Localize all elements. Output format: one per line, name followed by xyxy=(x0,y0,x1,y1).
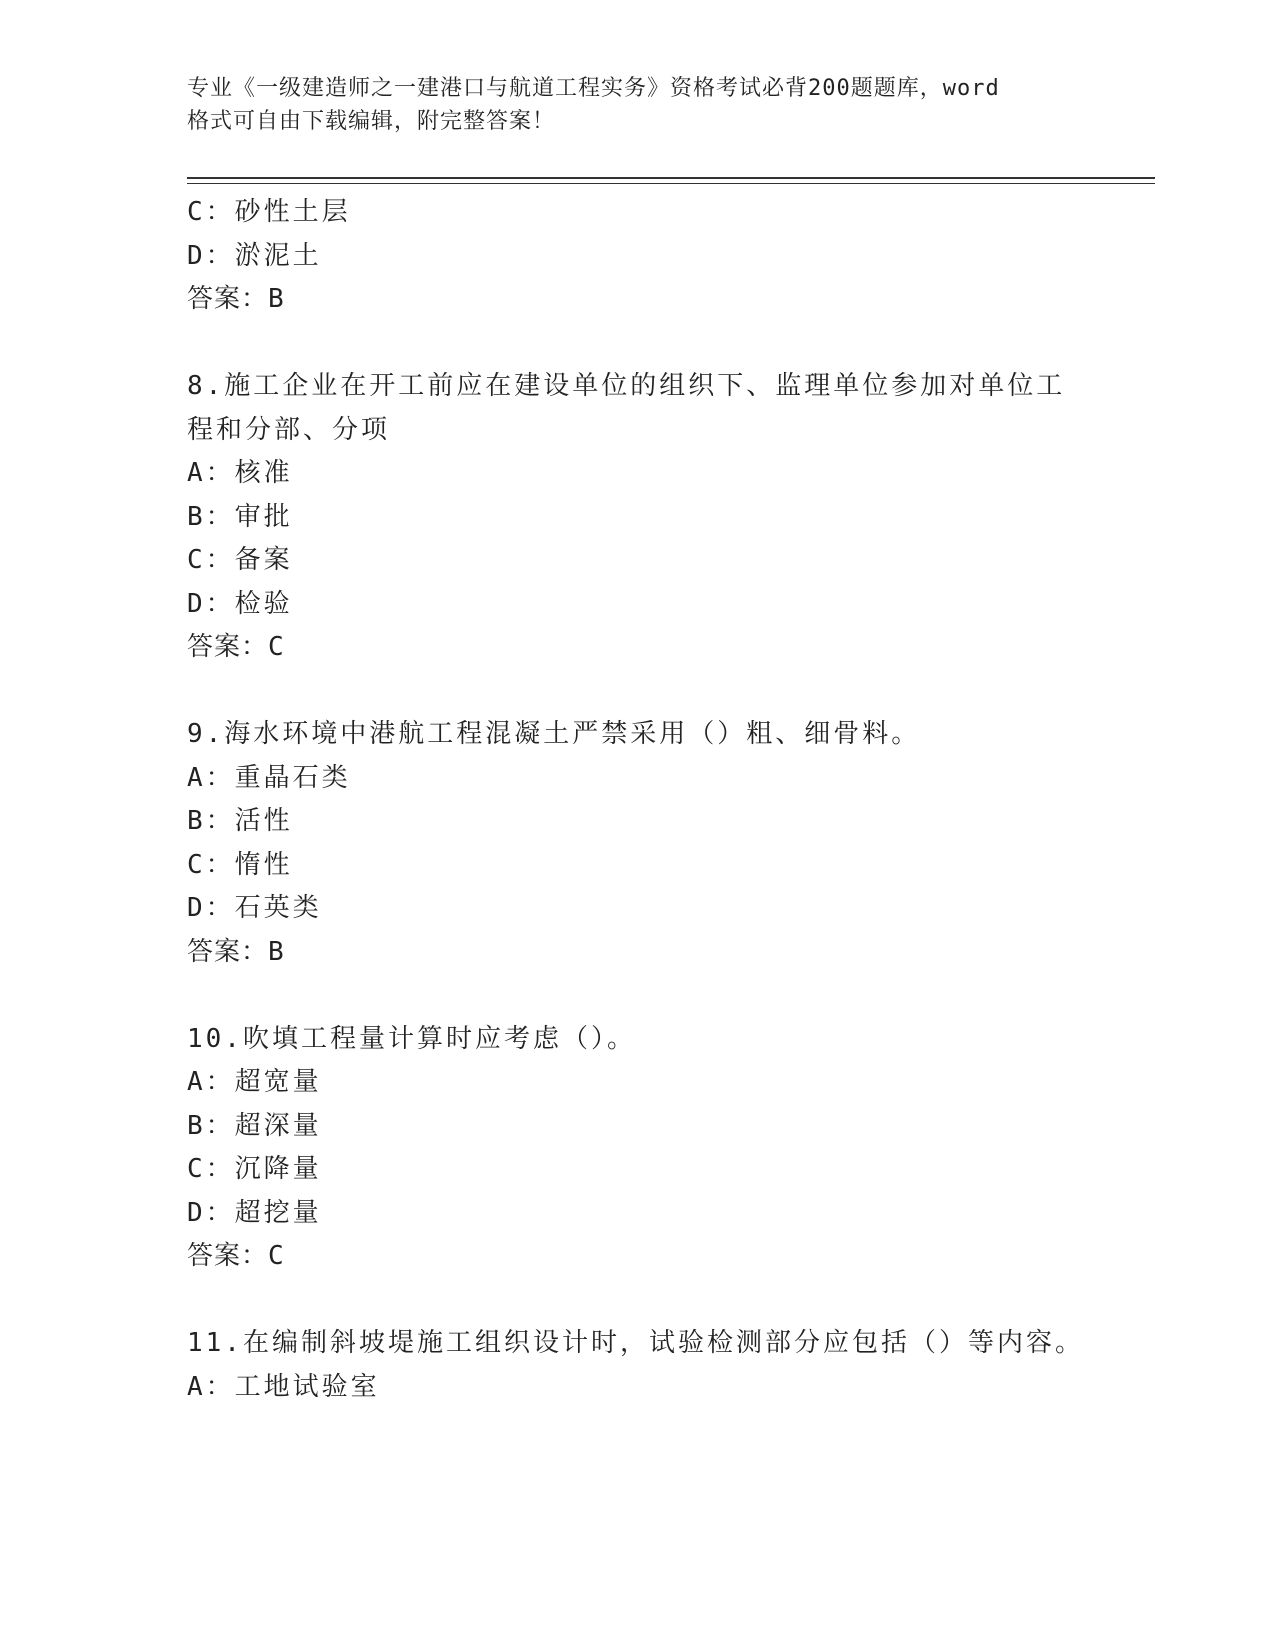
answer-line: 答案：C xyxy=(187,632,285,662)
question-10: 10.吹填工程量计算时应考虑（）。 xyxy=(187,1024,636,1054)
option-d: D：淤泥土 xyxy=(187,241,322,271)
option-c: C：沉降量 xyxy=(187,1154,322,1184)
option-d: D：检验 xyxy=(187,589,293,619)
option-d: D：石英类 xyxy=(187,893,322,923)
option-c: C：备案 xyxy=(187,545,293,575)
question-8-line-2: 程和分部、分项 xyxy=(187,415,391,445)
option-c: C：惰性 xyxy=(187,850,293,880)
option-a: A：超宽量 xyxy=(187,1067,322,1097)
option-b: B：活性 xyxy=(187,806,293,836)
header-divider-thick xyxy=(187,177,1155,179)
option-c: C：砂性土层 xyxy=(187,197,351,227)
document-header xyxy=(187,72,1067,138)
option-a: A：核准 xyxy=(187,458,293,488)
option-d: D：超挖量 xyxy=(187,1198,322,1228)
answer-line: 答案：C xyxy=(187,1241,285,1271)
question-11: 11.在编制斜坡堤施工组织设计时，试验检测部分应包括（）等内容。 xyxy=(187,1328,1084,1358)
header-divider-thin xyxy=(187,183,1155,184)
header-line-1: 专业《一级建造师之一建港口与航道工程实务》资格考试必背200题题库，word xyxy=(187,76,1000,101)
option-a: A：重晶石类 xyxy=(187,763,351,793)
option-b: B：审批 xyxy=(187,502,293,532)
option-a: A：工地试验室 xyxy=(187,1372,380,1402)
option-b: B：超深量 xyxy=(187,1111,322,1141)
question-9: 9.海水环境中港航工程混凝土严禁采用（）粗、细骨料。 xyxy=(187,719,921,749)
question-8-line-1: 8.施工企业在开工前应在建设单位的组织下、监理单位参加对单位工 xyxy=(187,371,1066,401)
answer-line: 答案：B xyxy=(187,284,285,314)
answer-line: 答案：B xyxy=(187,937,285,967)
header-line-2: 格式可自由下载编辑，附完整答案！ xyxy=(187,109,556,134)
